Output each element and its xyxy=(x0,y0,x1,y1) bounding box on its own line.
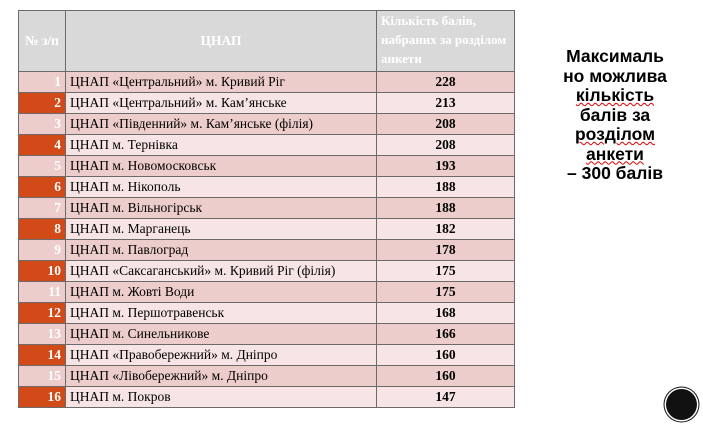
table-row xyxy=(19,366,515,387)
row-number: 6 xyxy=(19,177,66,198)
note-line: но можлива xyxy=(563,65,667,86)
row-number: 13 xyxy=(19,324,66,345)
row-number: 11 xyxy=(19,282,66,303)
table-row xyxy=(19,261,515,282)
row-name: ЦНАП м. Нікополь xyxy=(66,177,377,198)
row-number: 3 xyxy=(19,114,66,135)
row-score: 188 xyxy=(377,177,515,198)
table-row xyxy=(19,93,515,114)
table-row xyxy=(19,345,515,366)
note-line: – 300 балів xyxy=(567,163,663,183)
row-score: 228 xyxy=(377,72,515,93)
row-name: ЦНАП «Південний» м. Кам’янське (філія) xyxy=(66,114,377,135)
row-score: 188 xyxy=(377,198,515,219)
note-line: розділом xyxy=(574,124,656,144)
row-number: 9 xyxy=(19,240,66,261)
row-score: 213 xyxy=(377,93,515,114)
row-score: 168 xyxy=(377,303,515,324)
row-score: 175 xyxy=(377,282,515,303)
table-row xyxy=(19,219,515,240)
row-name: ЦНАП «Центральний» м. Кривий Ріг xyxy=(66,72,377,93)
max-score-note xyxy=(540,47,690,184)
row-score: 160 xyxy=(377,366,515,387)
row-number: 12 xyxy=(19,303,66,324)
row-number: 10 xyxy=(19,261,66,282)
table-row xyxy=(19,198,515,219)
row-number: 4 xyxy=(19,135,66,156)
row-number: 5 xyxy=(19,156,66,177)
table-row xyxy=(19,177,515,198)
row-score: 175 xyxy=(377,261,515,282)
table-row xyxy=(19,387,515,408)
row-score: 193 xyxy=(377,156,515,177)
table-row xyxy=(19,282,515,303)
table-row xyxy=(19,114,515,135)
row-name: ЦНАП м. Покров xyxy=(66,387,377,408)
row-score: 160 xyxy=(377,345,515,366)
row-name: ЦНАП м. Жовті Води xyxy=(66,282,377,303)
table-row xyxy=(19,72,515,93)
row-name: ЦНАП м. Вільногірськ xyxy=(66,198,377,219)
row-name: ЦНАП м. Новомосковськ xyxy=(66,156,377,177)
note-line: Максималь xyxy=(566,46,664,66)
row-name: ЦНАП м. Тернівка xyxy=(66,135,377,156)
table-header xyxy=(19,11,515,72)
table-row xyxy=(19,156,515,177)
row-score: 166 xyxy=(377,324,515,345)
row-number: 8 xyxy=(19,219,66,240)
row-name: ЦНАП «Лівобережний» м. Дніпро xyxy=(66,366,377,387)
note-line: кількість xyxy=(575,85,655,105)
row-score: 147 xyxy=(377,387,515,408)
row-name: ЦНАП «Центральний» м. Кам’янське xyxy=(66,93,377,114)
row-name: ЦНАП м. Марганець xyxy=(66,219,377,240)
table-row xyxy=(19,240,515,261)
row-number: 16 xyxy=(19,387,66,408)
table-row xyxy=(19,324,515,345)
header-number: № з/п xyxy=(19,11,66,72)
table-row xyxy=(19,135,515,156)
row-score: 208 xyxy=(377,135,515,156)
ranking-table xyxy=(18,10,515,408)
row-score: 182 xyxy=(377,219,515,240)
row-number: 7 xyxy=(19,198,66,219)
row-name: ЦНАП м. Синельникове xyxy=(66,324,377,345)
note-line: балів за xyxy=(579,104,651,125)
row-number: 15 xyxy=(19,366,66,387)
row-score: 208 xyxy=(377,114,515,135)
row-name: ЦНАП м. Павлоград xyxy=(66,240,377,261)
row-number: 14 xyxy=(19,345,66,366)
row-number: 1 xyxy=(19,72,66,93)
table-row xyxy=(19,303,515,324)
row-score: 178 xyxy=(377,240,515,261)
row-number: 2 xyxy=(19,93,66,114)
row-name: ЦНАП «Саксаганський» м. Кривий Ріг (філія) xyxy=(66,261,377,282)
row-name: ЦНАП «Правобережний» м. Дніпро xyxy=(66,345,377,366)
row-name: ЦНАП м. Першотравенськ xyxy=(66,303,377,324)
header-score: Кількість балів, набраних за розділом анкети xyxy=(377,11,515,72)
note-line: анкети xyxy=(586,143,644,164)
nav-circle-button[interactable] xyxy=(666,389,697,420)
header-name: ЦНАП xyxy=(66,11,377,72)
